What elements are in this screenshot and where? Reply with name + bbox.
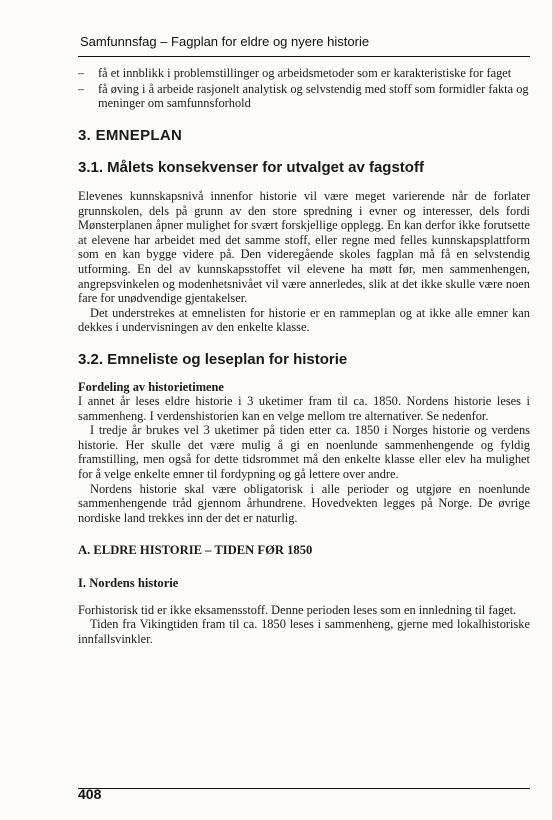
page-number: 408 (78, 786, 102, 802)
paragraph: Nordens historie skal være obligatorisk i alle perioder og utgjøre en noenlunde sammenhengende tråd gjennom århundrene. Hovedvekten legges på Norge. De øvrige nordiske land trekkes inn der det er naturlig. (78, 481, 530, 525)
paragraph: I tredje år brukes vel 3 uketimer på tiden etter ca. 1850 i Norges historie og verdens historie. Her skulle det være mulig å gi en noenlunde sammenhengende og fyldig framstilling, men også for dette tidsrommet må den enkelte klasse eller elev ha mulighet for å velge enkelte emner til fordypning og gå lettere over andre. (78, 423, 530, 482)
section-heading-3-1: 3.1. Målets konsekvenser for utvalget av fagstoff (78, 159, 424, 177)
page-body (78, 66, 530, 646)
paragraph: Tiden fra Vikingtiden fram til ca. 1850 leses i sammenheng, gjerne med lokalhistoriske innfallsvinkler. (78, 617, 530, 646)
part-a-heading: A. ELDRE HISTORIE – TIDEN FØR 1850 (78, 543, 313, 558)
subheading-fordeling: Fordeling av historietimene (78, 379, 224, 394)
intro-list-text: få øving i å arbeide rasjonelt analytisk og selvstendig med stoff som formidler fakta og meninger om samfunnsforhold (98, 81, 529, 111)
part-i-heading: I. Nordens historie (78, 576, 179, 591)
paragraph: Elevenes kunnskapsnivå innenfor historie vil være meget varierende når de forlater grunnskolen, dels på grunn av den store spredning i evner og interesser, dels fordi Mønsterplanen åpner mulighet for svært forskjellige opplegg. En kan derfor ikke forutsette at elevene har arbeidet med det samme stoff, eller regne med felles kunnskapsplattform som en kan bygge videre på. Den videregående skoles fagplan må få en selvstendig utforming. En del av kunnskapsstoffet vil elevene ha møtt før, men sammenhengen, angrepsvinkelen og modenhetsnivået vil være annerledes, slik at det ikke skulle være noen fare for unødvendige gjentakelser. (78, 188, 530, 306)
dash-marker: – (78, 81, 85, 96)
intro-list-item (78, 66, 530, 81)
intro-list-text: få et innblikk i problemstillinger og arbeidsmetoder som er karakteristiske for faget (98, 66, 512, 80)
chapter-heading: 3. EMNEPLAN (78, 126, 183, 144)
footer-rule (78, 788, 530, 789)
dash-marker: – (78, 66, 85, 80)
section-heading-3-2: 3.2. Emneliste og leseplan for historie (78, 350, 348, 368)
running-head: Samfunnsfag – Fagplan for eldre og nyere historie (80, 34, 370, 49)
paragraph: I annet år leses eldre historie i 3 uketimer fram til ca. 1850. Nordens historie leses i sammenheng. I verdenshistorien kan en velge mellom tre alternativer. Se nedenfor. (78, 394, 530, 423)
paragraph: Forhistorisk tid er ikke eksamensstoff. Denne perioden leses som en innledning til faget. (78, 602, 517, 617)
paragraph: Det understrekes at emnelisten for historie er en rammeplan og at ikke alle emner kan dekkes i undervisningen av den enkelte klasse. (78, 305, 530, 335)
intro-list-item (78, 82, 530, 111)
header-rule (78, 56, 530, 57)
